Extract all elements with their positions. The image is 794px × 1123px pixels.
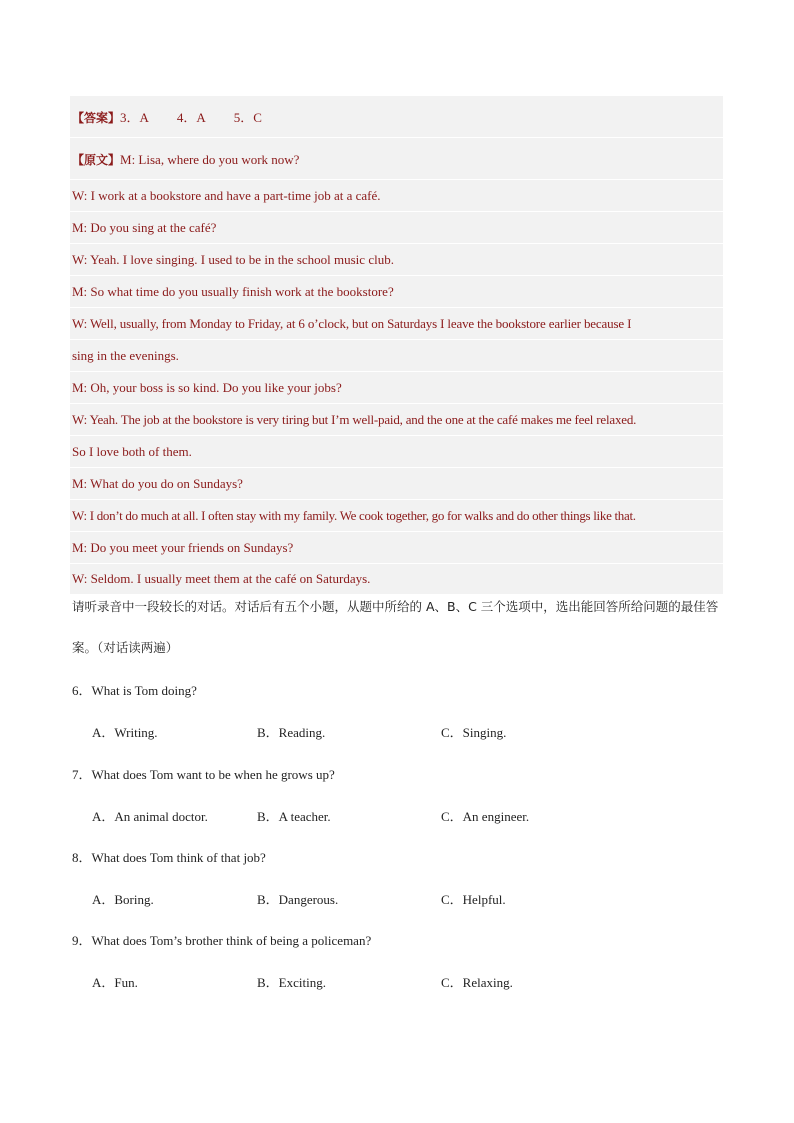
- transcript-line: W: I don’t do much at all. I often stay with my family. We cook together, go for walks and do other things like that.: [70, 500, 723, 532]
- option-b: B．Reading.: [257, 725, 326, 740]
- transcript-label: 【原文】: [72, 153, 121, 167]
- question-9: 9．What does Tom’s brother think of being a policeman?: [72, 933, 372, 948]
- transcript-line: W: Well, usually, from Monday to Friday, at 6 o’clock, but on Saturdays I leave the bookstore earlier because I: [70, 308, 723, 340]
- option-b: B．Exciting.: [257, 975, 326, 990]
- transcript-row: [70, 138, 723, 180]
- transcript-line: W: Yeah. The job at the bookstore is very tiring but I’m well-paid, and the one at the café makes me feel relaxed.: [70, 404, 723, 436]
- transcript-line: sing in the evenings.: [70, 340, 723, 372]
- answer-item: 4．A: [176, 110, 206, 125]
- transcript-line: M: So what time do you usually finish work at the bookstore?: [70, 276, 723, 308]
- answer-box: [70, 96, 723, 594]
- answer-label: 【答案】: [72, 111, 121, 125]
- instruction-text: 请听录音中一段较长的对话。对话后有五个小题，从题中所给的 A、B、C 三个选项中，选出能回答所给问题的最佳答案。（对话读两遍）: [72, 599, 719, 655]
- transcript-line: So I love both of them.: [70, 436, 723, 468]
- option-c: C．Relaxing.: [441, 975, 513, 990]
- transcript-line: M: What do you do on Sundays?: [70, 468, 723, 500]
- option-a: A．An animal doctor.: [92, 809, 208, 824]
- transcript-line: M: Oh, your boss is so kind. Do you like your jobs?: [70, 372, 723, 404]
- option-a: A．Boring.: [92, 892, 154, 907]
- transcript-line: M: Lisa, where do you work now?: [120, 152, 300, 167]
- question-8: 8．What does Tom think of that job?: [72, 850, 266, 865]
- option-c: C．Helpful.: [441, 892, 506, 907]
- transcript-line: W: Seldom. I usually meet them at the café on Saturdays.: [72, 571, 371, 586]
- transcript-line: W: I work at a bookstore and have a part-time job at a café.: [70, 180, 723, 212]
- question-7: 7．What does Tom want to be when he grows up?: [72, 767, 335, 782]
- option-c: C．Singing.: [441, 725, 507, 740]
- option-a: A．Writing.: [92, 725, 158, 740]
- transcript-line: M: Do you meet your friends on Sundays?: [70, 532, 723, 564]
- answer-row: [70, 96, 723, 138]
- option-a: A．Fun.: [92, 975, 138, 990]
- answer-item: 5．C: [233, 110, 262, 125]
- transcript-line: M: Do you sing at the café?: [70, 212, 723, 244]
- option-b: B．A teacher.: [257, 809, 331, 824]
- answer-item: 3．A: [120, 110, 149, 125]
- question-6: 6．What is Tom doing?: [72, 683, 197, 698]
- transcript-line: W: Yeah. I love singing. I used to be in the school music club.: [70, 244, 723, 276]
- option-b: B．Dangerous.: [257, 892, 339, 907]
- option-c: C．An engineer.: [441, 809, 530, 824]
